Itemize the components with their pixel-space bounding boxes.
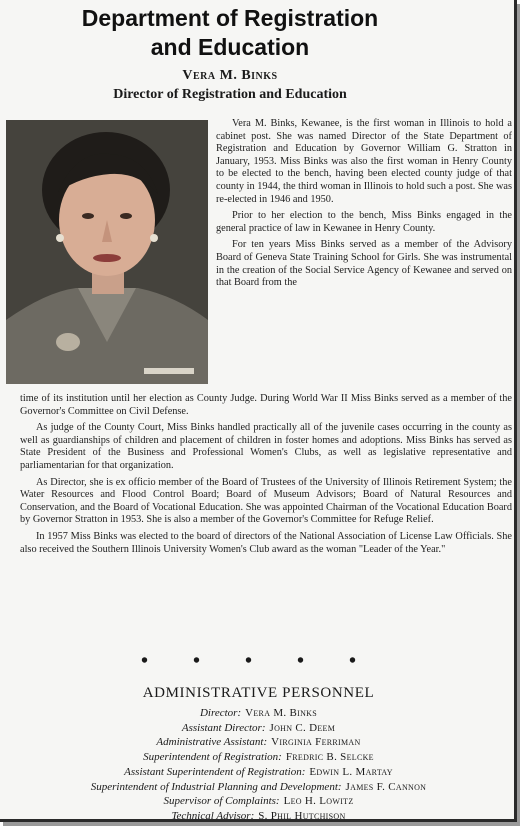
- section-divider: • • • • •: [140, 650, 376, 672]
- director-title: Director of Registration and Education: [113, 87, 347, 102]
- personnel-heading: ADMINISTRATIVE PERSONNEL: [142, 685, 375, 701]
- bio-paragraph-1: Vera M. Binks, Kewanee, is the first woman in Illinois to hold a cabinet post. She was named Director of the State Department of Registration and Education by Governor William G. Stratton in January, 1953. Miss Binks was also the first woman in Henry County to be elected to the bench, having been elected county judge of that county in 1944, the third woman in Illinois to hold such a post. She was re-elected in 1946 and 1950.: [216, 118, 512, 205]
- bio-paragraph-4: As judge of the County Court, Miss Binks handled practically all of the juvenile cases occurring in the county as well as guardianships of children and placement of children in foster homes and adoptions. Miss Binks has served as State President of the Business and Professional Women's Clubs, as well as legislative representative and parliamentarian for that organization.: [20, 422, 512, 471]
- bio-continued: [20, 393, 512, 556]
- bio-column: [216, 118, 512, 290]
- personnel-role: Supervisor of Complaints:: [163, 795, 280, 808]
- personnel-row: [0, 780, 517, 795]
- personnel-name: Leo H. Lowitz: [283, 795, 354, 808]
- personnel-name: James F. Cannon: [345, 780, 427, 793]
- personnel-role: Superintendent of Registration:: [143, 751, 282, 764]
- page-title-line-1: Department of Registration: [81, 5, 379, 31]
- personnel-name: Fredric B. Selcke: [285, 751, 374, 764]
- portrait-photo: [6, 120, 208, 384]
- personnel-name: Vera M. Binks: [245, 707, 318, 719]
- bio-paragraph-3-continued: time of its institution until her election as County Judge. During World War II Miss Binks served as a member of the Governor's Committee on Civil Defense.: [20, 393, 512, 417]
- bio-paragraph-3: For ten years Miss Binks served as a member of the Advisory Board of Geneva State Training School for Girls. She was instrumental in the creation of the Social Service Agency of Kewanee and served on that Board from the: [216, 239, 512, 289]
- personnel-row: [0, 721, 517, 736]
- personnel-row: [0, 750, 517, 765]
- personnel-row: [0, 794, 517, 809]
- personnel-role: Assistant Superintendent of Registration:: [124, 765, 306, 778]
- bio-paragraph-5: As Director, she is ex officio member of the Board of Trustees of the University of Illinois Retirement System; the Water Resources and Flood Control Board; Board of Museum Advisors; Board of Natural Resources and Conservation, and the Board of Vocational Education. She was appointed Chairman of the Vocational Education Board by Governor Stratton in 1953. She is also a member of the Governor's Committee for Refuge Relief.: [20, 476, 512, 526]
- personnel-name: John C. Deem: [269, 721, 336, 734]
- personnel-role: Administrative Assistant:: [156, 736, 268, 749]
- personnel-name: Virginia Ferriman: [271, 736, 361, 749]
- director-name: Vera M. Binks: [182, 68, 278, 83]
- personnel-row: [0, 765, 517, 780]
- bio-paragraph-6: In 1957 Miss Binks was elected to the board of directors of the National Association of License Law Officials. She also received the Southern Illinois University Women's Club award as the woman "Leader of the Year.": [20, 530, 512, 555]
- bio-paragraph-2: Prior to her election to the bench, Miss Binks engaged in the general practice of law in Kewanee in Henry County.: [216, 210, 512, 234]
- personnel-role: Director:: [199, 707, 242, 719]
- personnel-role: Technical Advisor:: [171, 809, 255, 822]
- personnel-name: Edwin L. Martay: [309, 765, 393, 778]
- personnel-name: S. Phil Hutchison: [258, 809, 346, 822]
- portrait-illustration: [6, 120, 208, 384]
- personnel-role: Superintendent of Industrial Planning and Development:: [90, 780, 342, 793]
- page-title-line-2: and Education: [150, 34, 310, 60]
- personnel-row: [0, 706, 517, 721]
- personnel-role: Assistant Director:: [181, 721, 266, 734]
- personnel-list: [0, 706, 517, 824]
- personnel-row: [0, 809, 517, 824]
- page-title: [0, 4, 460, 62]
- personnel-row: [0, 735, 517, 750]
